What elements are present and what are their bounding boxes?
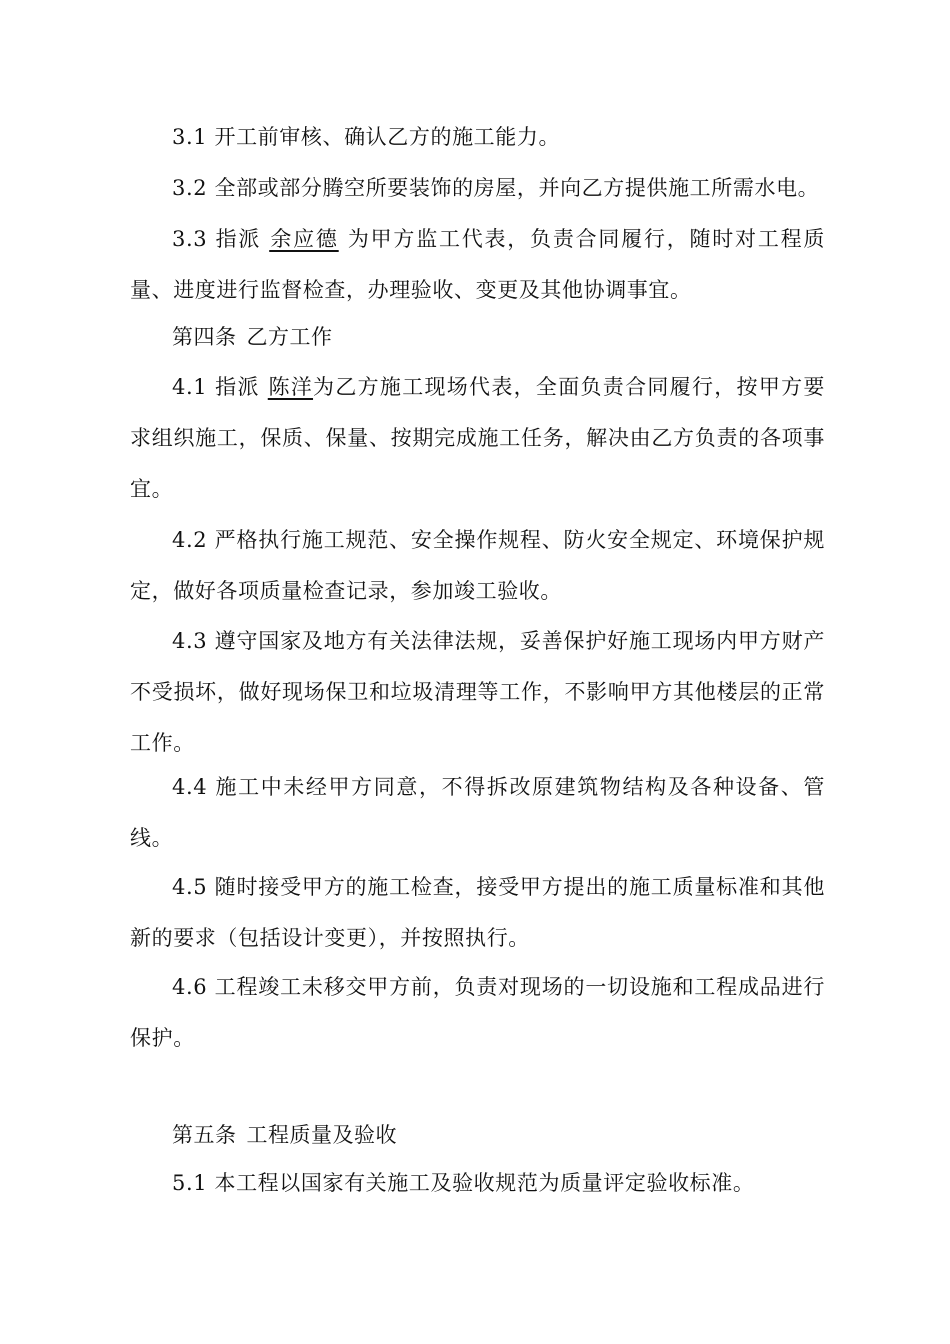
clause-3-2: 3.2 全部或部分腾空所要装饰的房屋，并向乙方提供施工所需水电。 <box>172 176 820 200</box>
section-4-heading <box>172 322 333 352</box>
supervisor-name: 余应德 <box>269 227 339 251</box>
clause-3-1: 3.1 开工前审核、确认乙方的施工能力。 <box>172 125 561 149</box>
site-representative-name: 陈洋 <box>267 375 314 399</box>
clause-4-6: 4.6 工程竣工未移交甲方前，负责对现场的一切设施和工程成品进行保护。 <box>130 975 825 1050</box>
section-5-title: 工程质量及验收 <box>246 1123 397 1147</box>
section-5-number: 第五条 <box>172 1123 237 1147</box>
clause-4-2: 4.2 严格执行施工规范、安全操作规程、防火安全规定、环境保护规定，做好各项质量检查记录，参加竣工验收。 <box>130 528 825 603</box>
section-5-heading <box>172 1120 397 1150</box>
clause-4-5: 4.5 随时接受甲方的施工检查，接受甲方提出的施工质量标准和其他新的要求（包括设计变更），并按照执行。 <box>130 875 825 950</box>
clause-3-3-body: 为甲方监工代表，负责合同履行，随时对工程质量、进度进行监督检查，办理验收、变更及其他协调事宜。 <box>130 227 825 302</box>
clause-5-1: 5.1 本工程以国家有关施工及验收规范为质量评定验收标准。 <box>172 1171 755 1195</box>
clause-4-1-body: 为乙方施工现场代表，全面负责合同履行，按甲方要求组织施工，保质、保量、按期完成施工任务，解决由乙方负责的各项事宜。 <box>130 375 825 501</box>
clause-4-1-prefix: 4.1 指派 <box>172 375 260 399</box>
clause-4-4: 4.4 施工中未经甲方同意，不得拆改原建筑物结构及各种设备、管线。 <box>130 775 825 850</box>
clause-4-3: 4.3 遵守国家及地方有关法律法规，妥善保护好施工现场内甲方财产不受损坏，做好现场保卫和垃圾清理等工作，不影响甲方其他楼层的正常工作。 <box>130 629 825 755</box>
section-4-title: 乙方工作 <box>246 325 333 349</box>
clause-4-1 <box>130 362 825 515</box>
section-4-number: 第四条 <box>172 325 237 349</box>
clause-3-3-prefix: 3.3 指派 <box>172 227 262 251</box>
clause-3-3 <box>130 214 825 316</box>
